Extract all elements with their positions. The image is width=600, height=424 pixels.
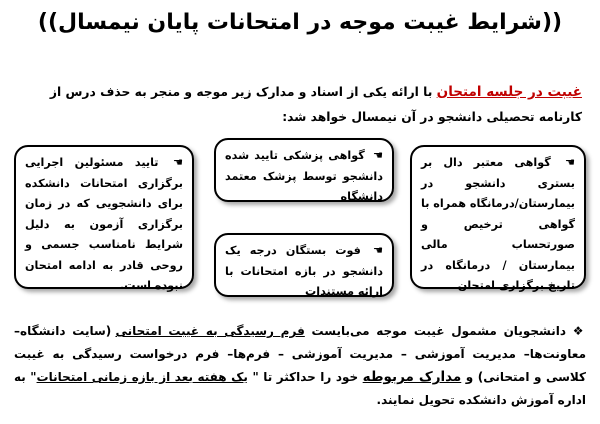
condition-box-officials [14, 145, 194, 292]
page-title: ((شرایط غیبت موجه در امتحانات پایان نیمسال)) [37, 10, 563, 35]
note-text-3: خود را حداکثر تا " [247, 370, 363, 384]
condition-text: گواهی پزشکی تایید شده دانشجو توسط پزشک معتمد دانشگاه [225, 149, 383, 203]
condition-box-medical [214, 138, 394, 202]
pointing-hand-icon: ☚ [564, 156, 575, 169]
note-form-name: فرم رسیدگی به غیبت امتحانی [115, 324, 305, 338]
intro-paragraph [14, 80, 582, 130]
pointing-hand-icon: ☚ [172, 156, 183, 169]
diamond-bullet-icon: ❖ [572, 324, 586, 338]
intro-highlight: غیبت در جلسه امتحان [436, 84, 582, 100]
note-deadline: یک هفته بعد از بازه زمانی امتحانات [36, 370, 248, 384]
condition-box-bereavement [214, 233, 394, 297]
condition-text: تایید مسئولین اجرایی برگزاری امتحانات دانشکده برای دانشجویی که در زمان برگزاری آزمون به دلیل شرایط نامناسب جسمی و روحی قادر به ادامه امتحان نبوده است. [25, 156, 183, 292]
note-text-1: دانشجویان مشمول غیبت موجه می‌بایست [304, 324, 573, 338]
note-text-4: " به اداره آموزش دانشکده تحویل نمایند. [14, 370, 586, 407]
note-paragraph [14, 320, 586, 412]
note-documents: مدارک مربوطه [362, 369, 462, 385]
pointing-hand-icon: ☚ [372, 244, 383, 257]
condition-text: گواهی معتبر دال بر بستری دانشجو در بیمارستان/درمانگاه همراه با گواهی ترخیص و صورتحساب مالی بیمارستان / درمانگاه در تاریخ برگزاری امتحان [421, 156, 575, 292]
pointing-hand-icon: ☚ [372, 149, 383, 162]
note-text-2: (سایت دانشگاه– معاونت‌ها– مدیریت آموزشی – مدیریت آموزشی – فرم‌ها– فرم درخواست رسیدگی به غیبت کلاسی و امتحانی) و [14, 324, 586, 384]
condition-box-hospital [410, 145, 586, 292]
condition-text: فوت بستگان درجه یک دانشجو در بازه امتحانات با ارائه مستندات [225, 244, 383, 298]
intro-text: با ارائه یکی از اسناد و مدارک زیر موجه و منجر به حذف درس از کارنامه تحصیلی دانشجو در آن نیمسال خواهد شد: [49, 85, 582, 124]
